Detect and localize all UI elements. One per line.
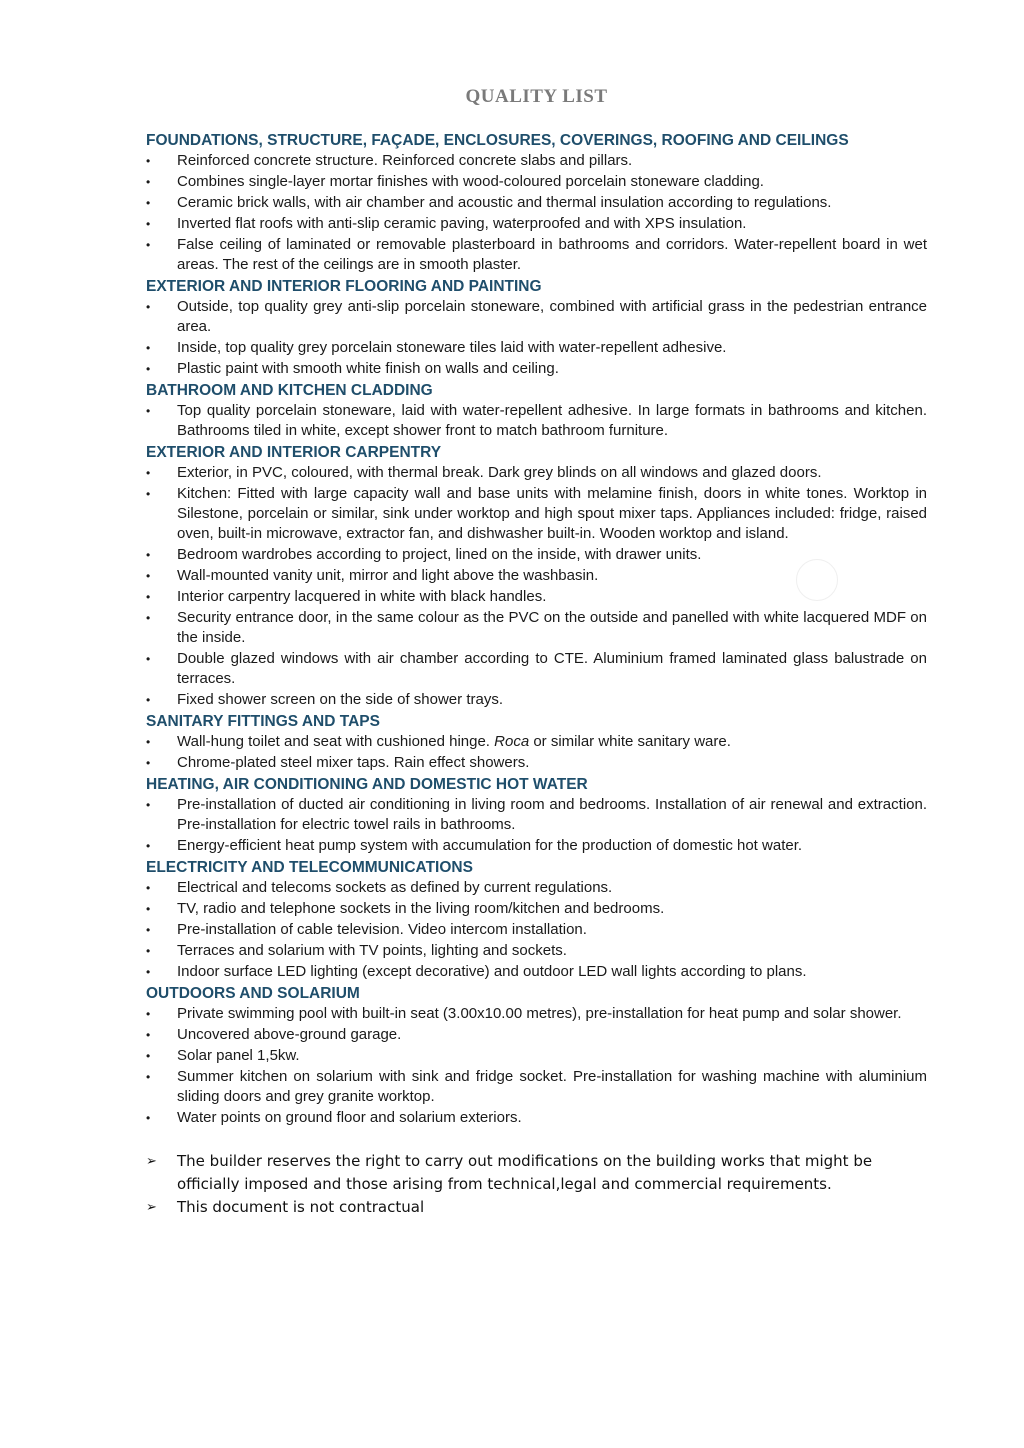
list-item: [146, 941, 927, 961]
bullet-icon: •: [146, 1111, 151, 1125]
list-item: [146, 608, 927, 648]
bullet-icon: •: [146, 341, 151, 355]
note-text: This document is not contractual: [177, 1198, 425, 1216]
list-item: [146, 338, 927, 358]
bullet-icon: •: [146, 693, 151, 707]
document-title: QUALITY LIST: [465, 86, 608, 107]
list-item-text: Pre-installation of ducted air conditioning in living room and bedrooms. Installation of air renewal and extraction. Pre-installation for electric towel rails in bathrooms.: [177, 796, 927, 833]
section-item-list: [146, 401, 927, 441]
bullet-icon: •: [146, 217, 151, 231]
list-item: [146, 690, 927, 710]
bullet-icon: •: [146, 756, 151, 770]
section-heading: EXTERIOR AND INTERIOR FLOORING AND PAINTING: [146, 278, 542, 295]
list-item-text: Reinforced concrete structure. Reinforced concrete slabs and pillars.: [177, 152, 633, 169]
list-item: [146, 920, 927, 940]
bullet-icon: •: [146, 548, 151, 562]
bullet-icon: •: [146, 902, 151, 916]
list-item-text: Uncovered above-ground garage.: [177, 1026, 402, 1043]
list-item-text: Combines single-layer mortar finishes with wood-coloured porcelain stoneware cladding.: [177, 173, 764, 190]
bullet-icon: •: [146, 590, 151, 604]
bullet-icon: •: [146, 881, 151, 895]
bullet-icon: •: [146, 362, 151, 376]
list-item: [146, 1108, 927, 1128]
brand-name: Roca: [494, 733, 530, 750]
list-item-text: Top quality porcelain stoneware, laid with water-repellent adhesive. In large formats in bathrooms and kitchen. Bathrooms tiled in white, except shower front to match bathroom furniture.: [177, 402, 927, 439]
list-item: [146, 587, 927, 607]
bullet-icon: •: [146, 923, 151, 937]
list-item: [146, 193, 927, 213]
list-item: [146, 1004, 927, 1024]
list-item-text: Kitchen: Fitted with large capacity wall and base units with melamine finish, doors in white tones. Worktop in Silestone, porcelain or similar, sink under worktop and high spout mixer taps. Appliances included: fridge, raised oven, built-in microwave, extractor fan, and dishwasher built-in. Wooden worktop and island.: [177, 485, 927, 542]
bullet-icon: •: [146, 466, 151, 480]
list-item: [146, 1046, 927, 1066]
section-item-list: [146, 795, 927, 856]
bullet-icon: •: [146, 839, 151, 853]
list-item: [146, 297, 927, 337]
list-item: [146, 649, 927, 689]
list-item-text: Inverted flat roofs with anti-slip ceramic paving, waterproofed and with XPS insulation.: [177, 215, 747, 232]
section-heading: EXTERIOR AND INTERIOR CARPENTRY: [146, 444, 442, 461]
list-item-text: Bedroom wardrobes according to project, lined on the inside, with drawer units.: [177, 546, 702, 563]
bullet-icon: •: [146, 652, 151, 666]
bullet-icon: •: [146, 735, 151, 749]
list-item-text: Interior carpentry lacquered in white with black handles.: [177, 588, 547, 605]
section-item-list: [146, 463, 927, 710]
arrow-bullet-icon: ➢: [146, 1154, 157, 1169]
section-item-list: [146, 732, 927, 773]
section-item-list: [146, 297, 927, 379]
sections-container: [146, 130, 927, 1128]
section-heading: FOUNDATIONS, STRUCTURE, FAÇADE, ENCLOSURES, COVERINGS, ROOFING AND CEILINGS: [146, 132, 849, 149]
list-item-text: Chrome-plated steel mixer taps. Rain effect showers.: [177, 754, 530, 771]
list-item: [146, 899, 927, 919]
list-item: [146, 214, 927, 234]
list-item: [146, 1067, 927, 1107]
list-item-text: TV, radio and telephone sockets in the living room/kitchen and bedrooms.: [177, 900, 665, 917]
bullet-icon: •: [146, 569, 151, 583]
list-item: [146, 545, 927, 565]
list-item-text: Exterior, in PVC, coloured, with thermal break. Dark grey blinds on all windows and glazed doors.: [177, 464, 822, 481]
list-item-text: False ceiling of laminated or removable plasterboard in bathrooms and corridors. Water-repellent board in wet areas. The rest of the ceilings are in smooth plaster.: [177, 236, 927, 273]
section-heading: HEATING, AIR CONDITIONING AND DOMESTIC HOT WATER: [146, 776, 588, 793]
list-item-text: Plastic paint with smooth white finish on walls and ceiling.: [177, 360, 559, 377]
list-item: [146, 172, 927, 192]
notes-list: [146, 1150, 927, 1219]
section-heading: ELECTRICITY AND TELECOMMUNICATIONS: [146, 859, 473, 876]
list-item-text: Double glazed windows with air chamber according to CTE. Aluminium framed laminated glass balustrade on terraces.: [177, 650, 927, 687]
note-item: [146, 1150, 927, 1196]
bullet-icon: •: [146, 154, 151, 168]
bullet-icon: •: [146, 196, 151, 210]
bullet-icon: •: [146, 404, 151, 418]
section-heading: OUTDOORS AND SOLARIUM: [146, 985, 360, 1002]
list-item: [146, 235, 927, 275]
list-item: [146, 732, 927, 752]
list-item: [146, 151, 927, 171]
list-item-text: Fixed shower screen on the side of shower trays.: [177, 691, 503, 708]
list-item: [146, 401, 927, 441]
list-item: [146, 463, 927, 483]
document-page: [146, 84, 927, 1219]
bullet-icon: •: [146, 175, 151, 189]
bullet-icon: •: [146, 1070, 151, 1084]
list-item-text: Terraces and solarium with TV points, lighting and sockets.: [177, 942, 567, 959]
section-heading: BATHROOM AND KITCHEN CLADDING: [146, 382, 433, 399]
bullet-icon: •: [146, 944, 151, 958]
arrow-bullet-icon: ➢: [146, 1200, 157, 1215]
list-item: [146, 962, 927, 982]
bullet-icon: •: [146, 1049, 151, 1063]
list-item-text: Outside, top quality grey anti-slip porcelain stoneware, combined with artificial grass in the pedestrian entrance area.: [177, 298, 927, 335]
bullet-icon: •: [146, 238, 151, 252]
list-item-text: Private swimming pool with built-in seat (3.00x10.00 metres), pre-installation for heat pump and solar shower.: [177, 1005, 902, 1022]
note-text: The builder reserves the right to carry out modifications on the building works that might be officially imposed and those arising from technical,legal and commercial requirements.: [177, 1152, 873, 1193]
bullet-icon: •: [146, 300, 151, 314]
list-item: [146, 878, 927, 898]
list-item-text: Wall-hung toilet and seat with cushioned hinge. Roca or similar white sanitary ware.: [177, 733, 731, 750]
list-item: [146, 566, 927, 586]
list-item: [146, 795, 927, 835]
list-item: [146, 1025, 927, 1045]
list-item: [146, 484, 927, 544]
list-item: [146, 753, 927, 773]
bullet-icon: •: [146, 965, 151, 979]
bullet-icon: •: [146, 487, 151, 501]
list-item-text: Indoor surface LED lighting (except decorative) and outdoor LED wall lights according to plans.: [177, 963, 807, 980]
note-item: [146, 1196, 927, 1219]
section-item-list: [146, 878, 927, 982]
bullet-icon: •: [146, 798, 151, 812]
list-item-text: Electrical and telecoms sockets as defined by current regulations.: [177, 879, 613, 896]
list-item-text: Wall-mounted vanity unit, mirror and light above the washbasin.: [177, 567, 599, 584]
bullet-icon: •: [146, 611, 151, 625]
bullet-icon: •: [146, 1007, 151, 1021]
list-item-text: Energy-efficient heat pump system with accumulation for the production of domestic hot water.: [177, 837, 803, 854]
bullet-icon: •: [146, 1028, 151, 1042]
list-item: [146, 836, 927, 856]
list-item-text: Water points on ground floor and solarium exteriors.: [177, 1109, 522, 1126]
list-item-text: Inside, top quality grey porcelain stoneware tiles laid with water-repellent adhesive.: [177, 339, 727, 356]
list-item-text: Summer kitchen on solarium with sink and fridge socket. Pre-installation for washing machine with aluminium sliding doors and grey granite worktop.: [177, 1068, 927, 1105]
section-item-list: [146, 151, 927, 275]
list-item-text: Pre-installation of cable television. Video intercom installation.: [177, 921, 587, 938]
list-item-text: Ceramic brick walls, with air chamber and acoustic and thermal insulation according to regulations.: [177, 194, 832, 211]
section-heading: SANITARY FITTINGS AND TAPS: [146, 713, 380, 730]
list-item-text: Solar panel 1,5kw.: [177, 1047, 300, 1064]
list-item-text: Security entrance door, in the same colour as the PVC on the outside and panelled with white lacquered MDF on the inside.: [177, 609, 927, 646]
section-item-list: [146, 1004, 927, 1128]
list-item: [146, 359, 927, 379]
